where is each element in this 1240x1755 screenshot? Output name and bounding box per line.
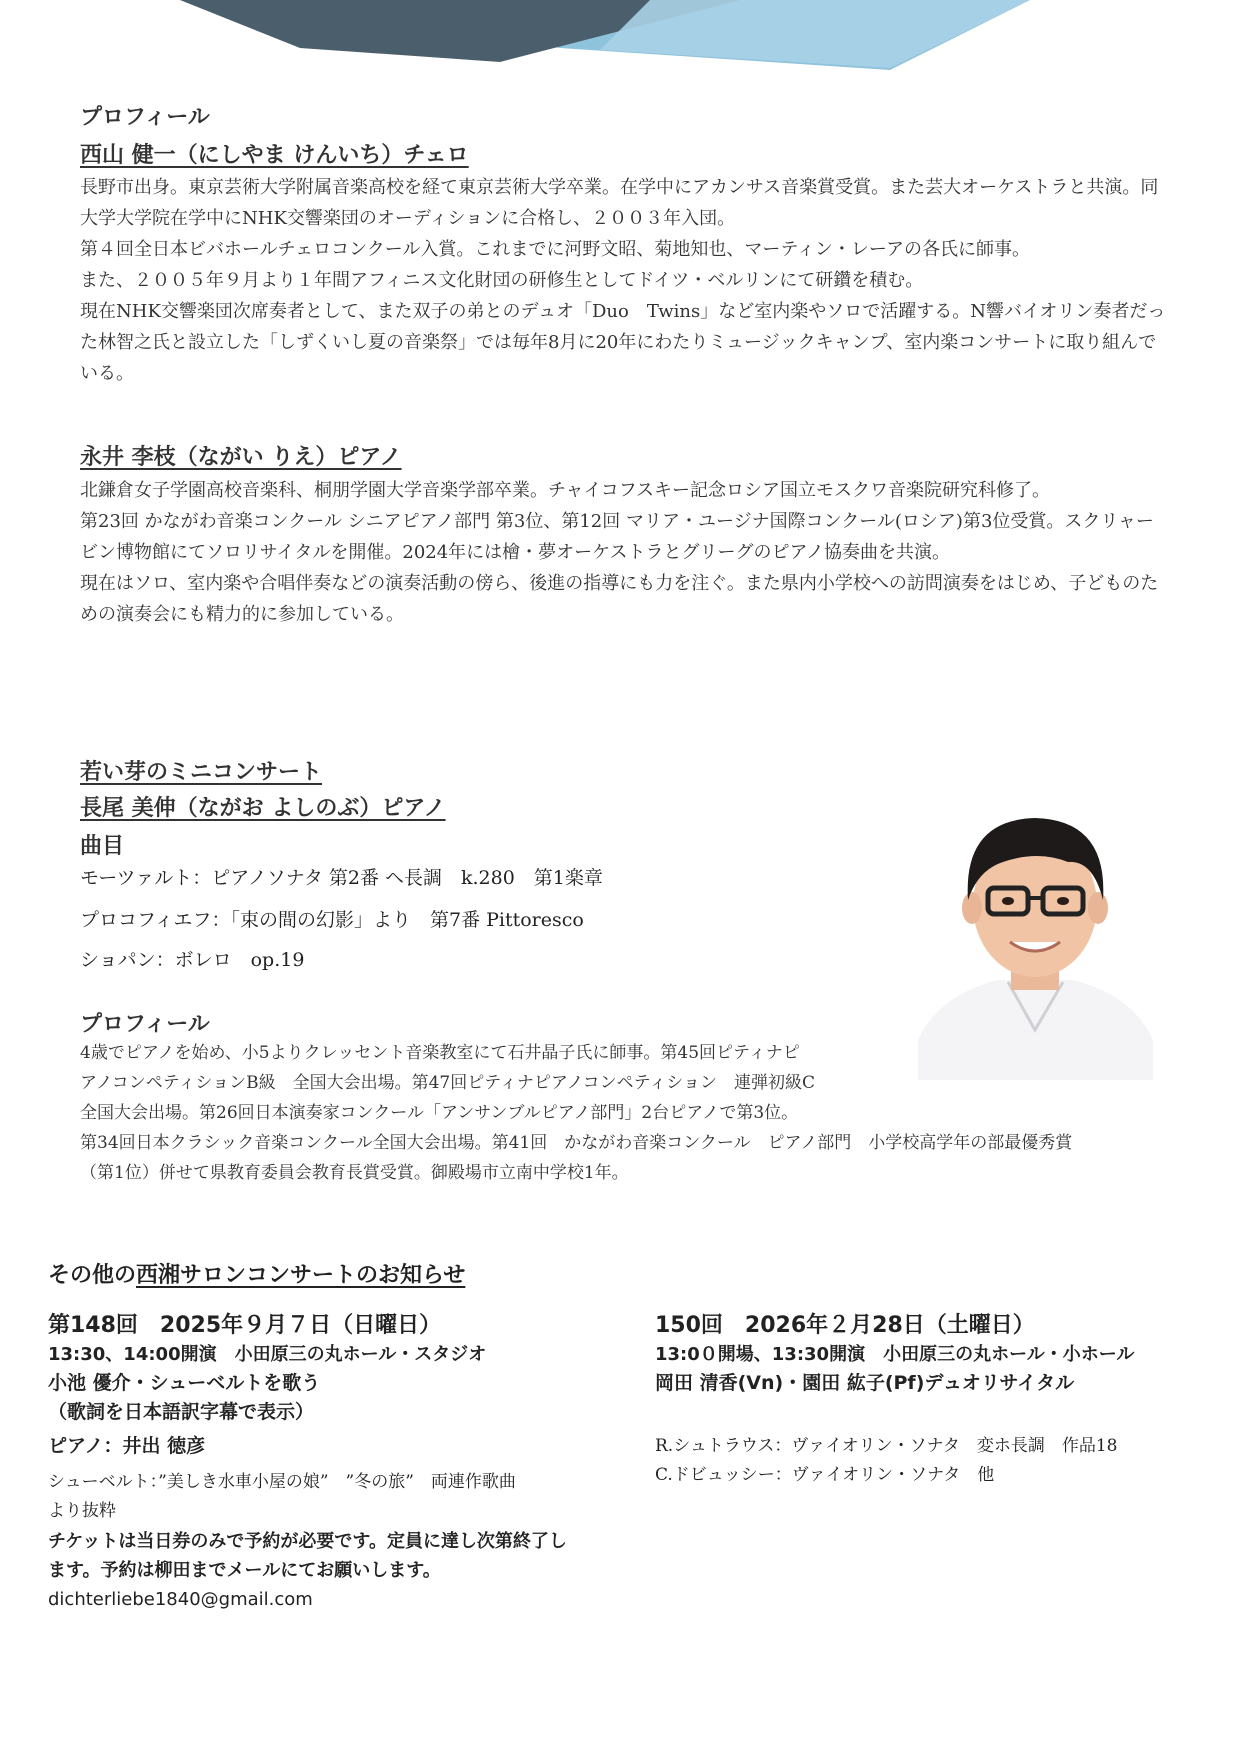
event-150-performer: 岡田 清香(Vn)・園田 紘子(Pf)デュオリサイタル — [655, 1372, 1075, 1394]
bio-line: 全国大会出場。第26回日本演奏家コンクール「アンサンブルピアノ部門」2台ピアノで第3位。 — [80, 1103, 799, 1123]
pianist-name: 永井 李枝（ながい りえ）ピアノ — [80, 445, 402, 470]
event-148-heading: 第148回 2025年９月７日（日曜日） — [48, 1313, 442, 1338]
young-performer-name: 長尾 美伸（ながお よしのぶ）ピアノ — [80, 796, 446, 821]
event-150-program: R.シュトラウス：ヴァイオリン・ソナタ 変ホ長調 作品18 — [655, 1436, 1118, 1456]
bio-paragraph: 現在はソロ、室内楽や合唱伴奏などの演奏活動の傍ら、後進の指導にも力を注ぐ。また県内小学校への訪問演奏をはじめ、子どものための演奏会にも精力的に参加している。 — [80, 573, 1159, 625]
event-150-program: C.ドビュッシー：ヴァイオリン・ソナタ 他 — [655, 1465, 995, 1485]
event-148-program: より抜粋 — [48, 1501, 116, 1521]
event-148-time-venue: 13:30、14:00開演 小田原三の丸ホール・スタジオ — [48, 1344, 487, 1365]
event-150-time-venue: 13:0０開場、13:30開演 小田原三の丸ホール・小ホール — [655, 1344, 1135, 1365]
top-banner — [0, 0, 1240, 70]
bio-line: 第34回日本クラシック音楽コンクール全国大会出場。第41回 かながわ音楽コンクール ピアノ部門 小学校高学年の部最優秀賞 — [80, 1133, 1073, 1153]
program-label: 曲目 — [80, 834, 125, 859]
cellist-name: 西山 健一（にしやま けんいち）チェロ — [80, 143, 469, 168]
profile-heading: プロフィール — [80, 105, 210, 130]
bio-paragraph: 北鎌倉女子学園高校音楽科、桐朋学園大学音楽学部卒業。チャイコフスキー記念ロシア国立モスクワ音楽院研究科修了。 — [80, 480, 1051, 501]
event-148-program: シューベルト：”美しき水車小屋の娘” ”冬の旅” 両連作歌曲 — [48, 1472, 516, 1492]
event-148-ticket-info: チケットは当日券のみで予約が必要です。定員に達し次第終了し — [48, 1531, 567, 1552]
bio-paragraph: 現在NHK交響楽団次席奏者として、また双子の弟とのデュオ「Duo Twins」など室内楽やソロで活躍する。N響バイオリン奏者だった林智之氏と設立した「しずくいし夏の音楽祭」では毎年8月に20年にわたりミュージックキャンプ、室内楽コンサートに取り組んでいる。 — [80, 301, 1166, 384]
bio-paragraph: 第23回 かながわ音楽コンクール シニアピアノ部門 第3位、第12回 マリア・ユージナ国際コンクール(ロシア)第3位受賞。スクリャービン博物館にてソロリサイタルを開催。2024年には檜・夢オーケストラとグリーグのピアノ協奏曲を共演。 — [80, 511, 1154, 563]
bio-line: （第1位）併せて県教育委員会教育長賞受賞。御殿場市立南中学校1年。 — [80, 1163, 629, 1183]
event-148-performer: 小池 優介・シューベルトを歌う — [48, 1372, 321, 1394]
bio-paragraph: 長野市出身。東京芸術大学附属音楽高校を経て東京芸術大学卒業。在学中にアカンサス音楽賞受賞。また芸大オーケストラと共演。同大学大学院在学中にNHK交響楽団のオーディションに合格し、２００３年入団。 — [80, 177, 1159, 229]
notice-title-prefix: その他の — [48, 1263, 137, 1288]
bio-paragraph: 第４回全日本ビバホールチェロコンクール入賞。これまでに河野文昭、菊地知也、マーティン・レーアの各氏に師事。 — [80, 239, 1031, 260]
program-item: プロコフィエフ：「束の間の幻影」より 第7番 Pittoresco — [80, 909, 584, 931]
notice-title — [48, 1258, 465, 1289]
performer-photo — [908, 790, 1163, 1080]
pianist-biography — [80, 475, 1170, 630]
cellist-biography — [80, 172, 1170, 389]
notice-title-underlined: 西湘サロンコンサートのお知らせ — [136, 1263, 466, 1288]
event-150-heading: 150回 2026年２月28日（土曜日） — [655, 1313, 1035, 1338]
event-148-ticket-info: ます。予約は柳田までメールにてお願いします。 — [48, 1560, 441, 1581]
event-148-note: （歌詞を日本語訳字幕で表示） — [48, 1401, 315, 1423]
mini-concert-title: 若い芽のミニコンサート — [80, 760, 323, 785]
bio-line: アノコンペティションB級 全国大会出場。第47回ピティナピアノコンペティション 連弾初級C — [80, 1073, 815, 1093]
event-148-piano: ピアノ：井出 徳彦 — [48, 1435, 206, 1457]
program-item: モーツァルト：ピアノソナタ 第2番 ヘ長調 k.280 第1楽章 — [80, 867, 603, 889]
program-item: ショパン：ボレロ op.19 — [80, 949, 305, 971]
contact-email[interactable]: dichterliebe1840@gmail.com — [48, 1589, 313, 1610]
bio-line: 4歳でピアノを始め、小5よりクレッセント音楽教室にて石井晶子氏に師事。第45回ピティナピ — [80, 1043, 800, 1063]
young-profile-heading: プロフィール — [80, 1012, 210, 1037]
bio-paragraph: また、２００５年９月より１年間アフィニス文化財団の研修生としてドイツ・ベルリンにて研鑽を積む。 — [80, 270, 924, 291]
young-performer-biography — [80, 1038, 1180, 1188]
